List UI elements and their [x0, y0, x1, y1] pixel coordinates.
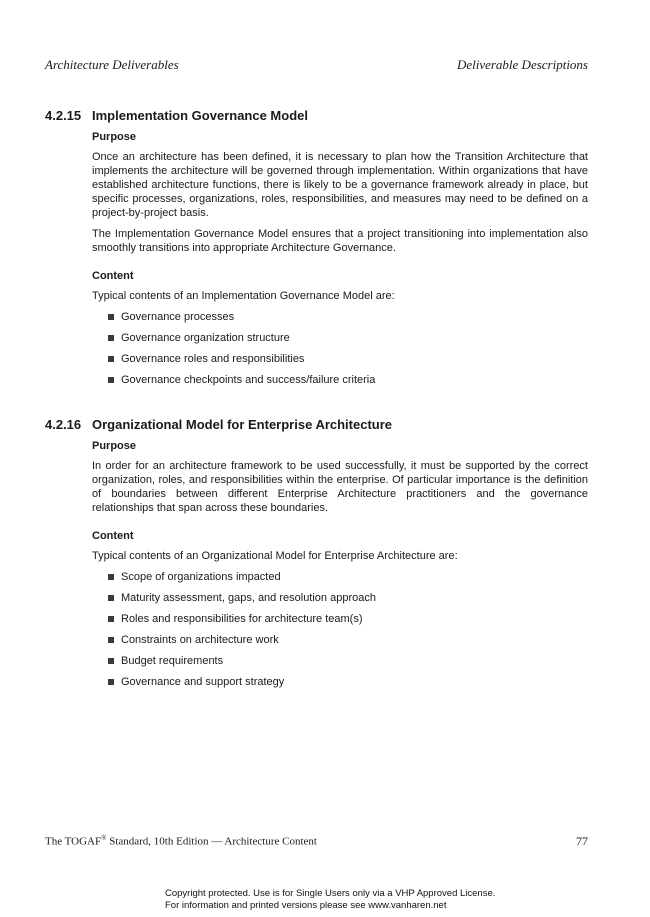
list-item [92, 612, 588, 626]
section-4-2-16 [45, 417, 588, 696]
list-item [92, 570, 588, 584]
square-bullet-icon [108, 637, 114, 643]
content-heading: Content [92, 530, 134, 542]
section-body [92, 439, 588, 689]
list-item [92, 633, 588, 647]
list-item [92, 352, 588, 366]
square-bullet-icon [108, 616, 114, 622]
footer-title-suffix: Standard, 10th Edition — Architecture Content [106, 836, 317, 848]
header-left: Architecture Deliverables [45, 57, 179, 72]
square-bullet-icon [108, 595, 114, 601]
list-item-text: Governance roles and responsibilities [121, 353, 305, 365]
section-title: Organizational Model for Enterprise Architecture [92, 417, 393, 432]
list-item-text: Governance and support strategy [121, 676, 285, 688]
section-heading [45, 108, 588, 124]
running-footer [45, 834, 588, 849]
footer-title [45, 834, 317, 848]
content-intro: Typical contents of an Organizational Model for Enterprise Architecture are: [92, 550, 458, 562]
header-right: Deliverable Descriptions [456, 57, 588, 72]
list-item [92, 331, 588, 345]
square-bullet-icon [108, 574, 114, 580]
list-item-text: Governance organization structure [121, 332, 290, 344]
footer-title-prefix: The TOGAF [45, 836, 102, 848]
square-bullet-icon [108, 314, 114, 320]
list-item-text: Constraints on architecture work [121, 634, 279, 646]
content-heading: Content [92, 270, 134, 282]
purpose-heading: Purpose [92, 440, 137, 452]
content-list [92, 310, 588, 387]
list-item-text: Roles and responsibilities for architecture team(s) [121, 613, 363, 625]
square-bullet-icon [108, 658, 114, 664]
list-item [92, 373, 588, 387]
content-list [92, 570, 588, 689]
square-bullet-icon [108, 377, 114, 383]
purpose-paragraph: In order for an architecture framework to be used successfully, it must be supported by the correct organization, roles, and responsibilities within the enterprise. Of particular importance is the definition of boundaries between different Enterprise Architecture practitioners and the governance relationships that span across these boundaries. [92, 460, 588, 514]
list-item-text: Governance processes [121, 311, 235, 323]
list-item-text: Budget requirements [121, 655, 224, 667]
list-item [92, 591, 588, 605]
page-number: 77 [576, 834, 588, 848]
list-item [92, 654, 588, 668]
section-heading [45, 417, 588, 433]
purpose-paragraph: Once an architecture has been defined, it is necessary to plan how the Transition Architecture that implements the architecture will be governed through implementation. Within organizations that have established architecture functions, there is likely to be a governance framework already in place, but specific processes, organizations, roles, responsibilities, and measures may need to be defined on a project-by-project basis. [92, 151, 588, 219]
list-item-text: Scope of organizations impacted [121, 571, 281, 583]
list-item-text: Governance checkpoints and success/failure criteria [121, 374, 376, 386]
section-number: 4.2.15 [45, 108, 82, 123]
section-number: 4.2.16 [45, 417, 82, 432]
list-item [92, 310, 588, 324]
copyright-line: Copyright protected. Use is for Single Users only via a VHP Approved License. [165, 888, 496, 899]
section-title: Implementation Governance Model [92, 108, 308, 123]
running-header [45, 57, 588, 73]
list-item-text: Maturity assessment, gaps, and resolution approach [121, 592, 376, 604]
section-4-2-15 [45, 108, 588, 394]
purpose-heading: Purpose [92, 131, 137, 143]
square-bullet-icon [108, 679, 114, 685]
square-bullet-icon [108, 335, 114, 341]
purpose-paragraph: The Implementation Governance Model ensures that a project transitioning into implementation also smoothly transitions into appropriate Architecture Governance. [92, 228, 588, 254]
registered-mark: ® [101, 834, 107, 843]
copyright-line: For information and printed versions please see www.vanharen.net [165, 900, 447, 911]
list-item [92, 675, 588, 689]
square-bullet-icon [108, 356, 114, 362]
copyright-notice [165, 888, 495, 912]
content-intro: Typical contents of an Implementation Governance Model are: [92, 290, 395, 302]
section-body [92, 130, 588, 387]
